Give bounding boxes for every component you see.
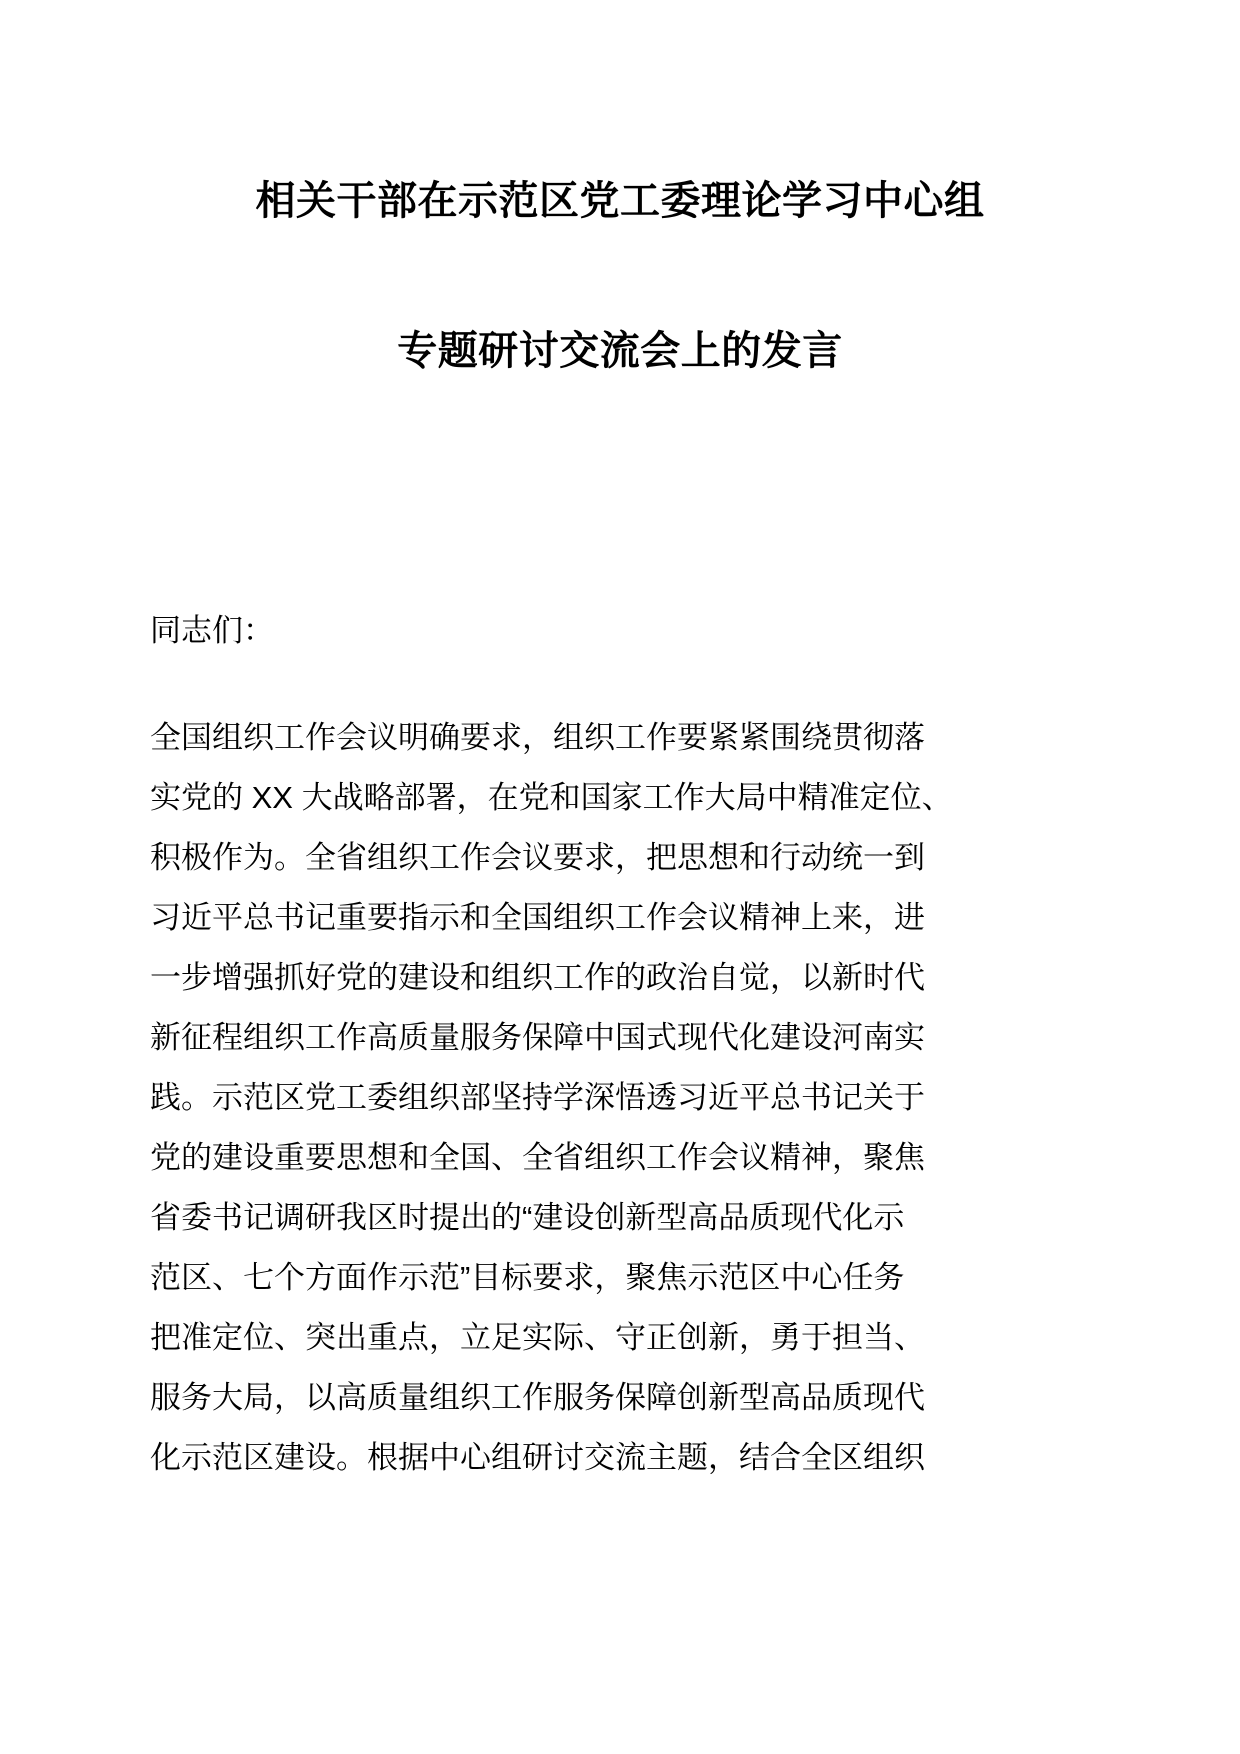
page-title — [150, 0, 1090, 382]
page-title-line-1: 相关干部在示范区党工委理论学习中心组 — [255, 178, 985, 224]
body-line: 化示范区建设。根据中心组研讨交流主题，结合全区组织 — [150, 1439, 925, 1475]
body-line: 积极作为。全省组织工作会议要求，把思想和行动统一到 — [150, 839, 925, 875]
body-line: 全国组织工作会议明确要求，组织工作要紧紧围绕贯彻落 — [150, 719, 925, 755]
body-paragraph — [150, 652, 1090, 1488]
body-line: 实党的 XX 大战略部署，在党和国家工作大局中精准定位、 — [150, 779, 953, 815]
body-line: 省委书记调研我区时提出的“建设创新型高品质现代化示 — [150, 1199, 905, 1235]
body-line: 一步增强抓好党的建设和组织工作的政治自觉，以新时代 — [150, 959, 925, 995]
body-line: 践。示范区党工委组织部坚持学深悟透习近平总书记关于 — [150, 1079, 925, 1115]
body-line: 范区、七个方面作示范”目标要求，聚焦示范区中心任务 — [150, 1259, 905, 1295]
body-line: 新征程组织工作高质量服务保障中国式现代化建设河南实 — [150, 1019, 925, 1055]
body-line: 习近平总书记重要指示和全国组织工作会议精神上来，进 — [150, 899, 925, 935]
page-title-line-2: 专题研讨交流会上的发言 — [397, 328, 843, 374]
salutation: 同志们： — [150, 613, 274, 648]
body-line: 党的建设重要思想和全国、全省组织工作会议精神，聚焦 — [150, 1139, 925, 1175]
body-line: 服务大局，以高质量组织工作服务保障创新型高品质现代 — [150, 1379, 925, 1415]
body-line: 把准定位、突出重点，立足实际、守正创新，勇于担当、 — [150, 1319, 925, 1355]
